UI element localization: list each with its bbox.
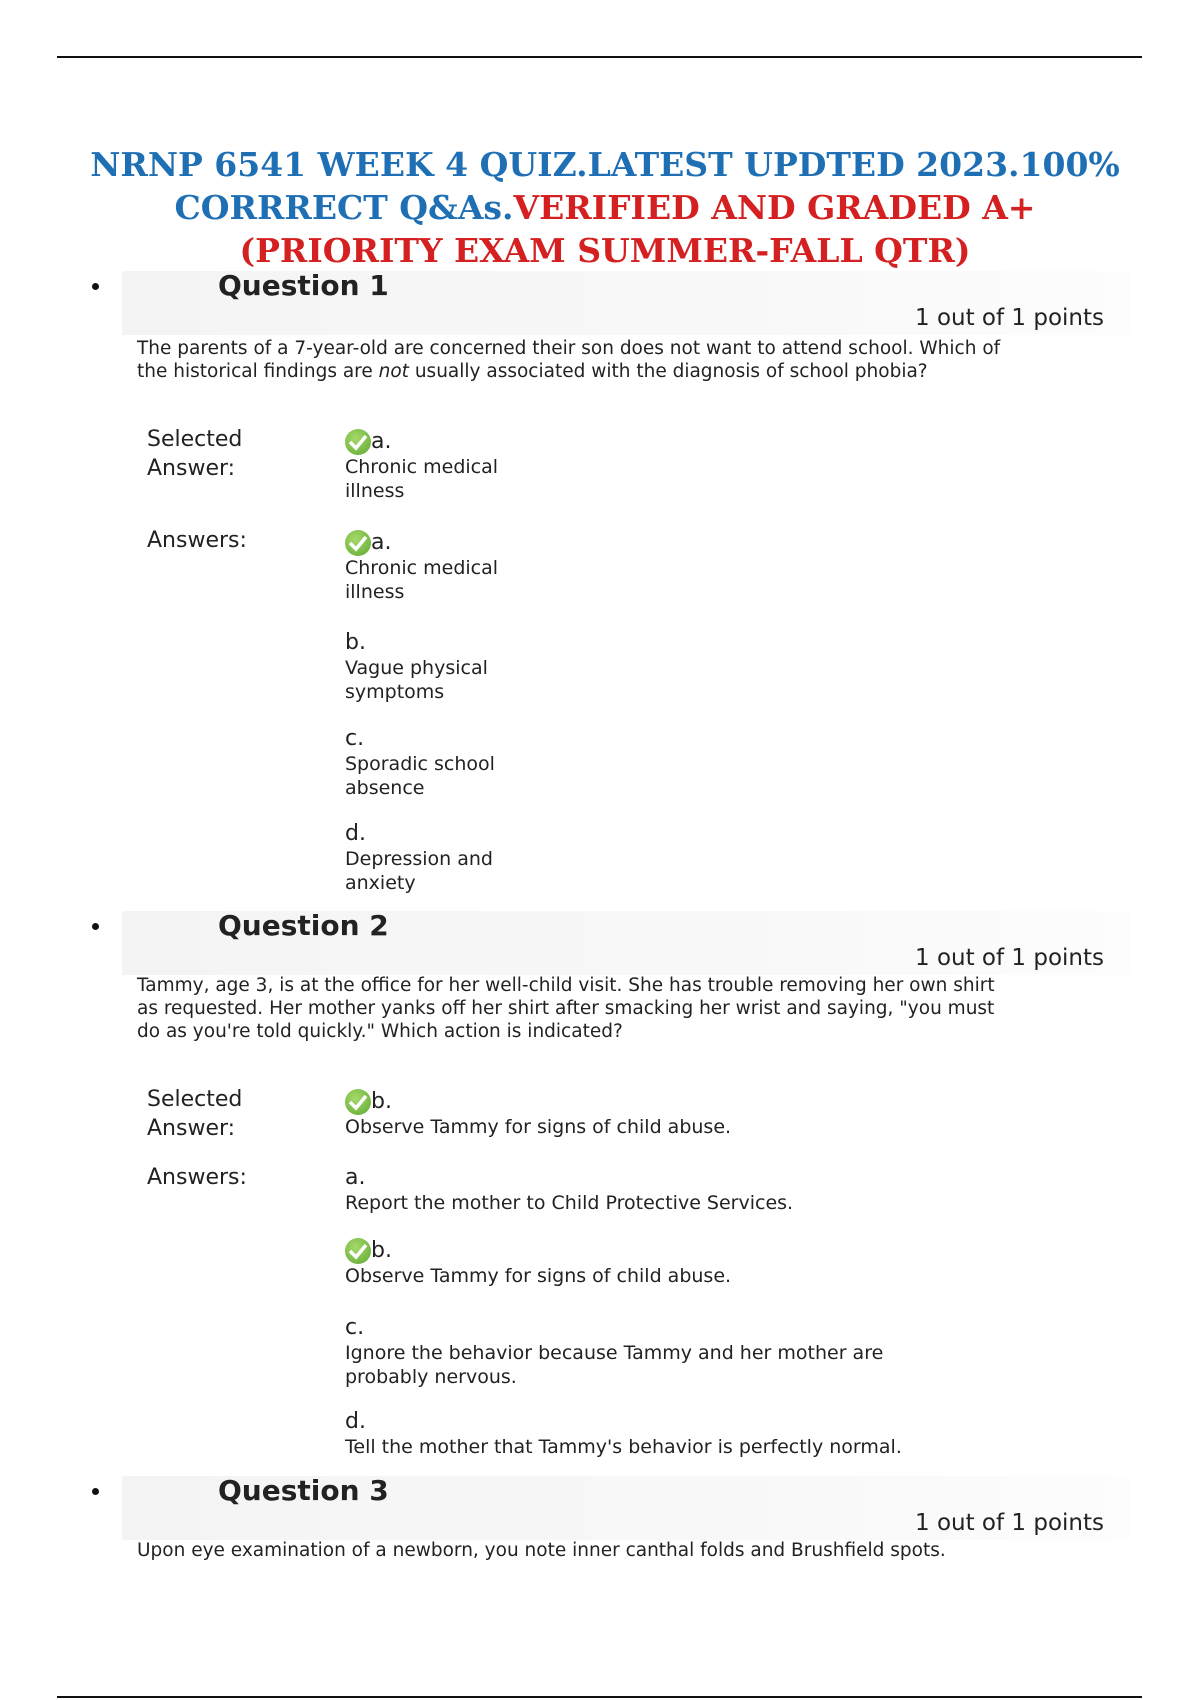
correct-check-icon <box>345 1089 371 1115</box>
answers-label: Answers: <box>147 1165 247 1190</box>
question-3-label: Question 3 <box>218 1474 389 1507</box>
question-2-points: 1 out of 1 points <box>915 945 1104 971</box>
question-1-answer-a: a. Chronic medical illness <box>345 530 499 603</box>
question-2-selected-answer: b. Observe Tammy for signs of child abuse. <box>345 1089 732 1138</box>
question-1-label: Question 1 <box>218 269 389 302</box>
question-3-points: 1 out of 1 points <box>915 1510 1104 1536</box>
question-1-selected-answer: a. Chronic medical illness <box>345 429 499 502</box>
question-2-answer-d: d. Tell the mother that Tammy's behavior is perfectly normal. <box>345 1409 902 1458</box>
question-1-points: 1 out of 1 points <box>915 305 1104 331</box>
selected-answer-label: Selected Answer: <box>147 427 243 481</box>
correct-check-icon <box>345 429 371 455</box>
question-1-answer-c: c. Sporadic school absence <box>345 726 495 799</box>
bullet-icon <box>92 283 99 290</box>
question-2-text: Tammy, age 3, is at the office for her well-child visit. She has trouble removing her own shirt as requested. Her mother yanks off her shirt after smacking her wrist and saying, "you must do as you're told quickly." Which action is indicated? <box>137 975 995 1042</box>
correct-check-icon <box>345 1238 371 1264</box>
bottom-rule <box>57 1696 1142 1698</box>
top-rule <box>57 56 1142 58</box>
question-2-answer-c: c. Ignore the behavior because Tammy and her mother are probably nervous. <box>345 1315 884 1388</box>
question-1-text: The parents of a 7-year-old are concerned their son does not want to attend school. Which of the historical findings are not usually associated with the diagnosis of school phobia? <box>137 338 1001 382</box>
bullet-icon <box>92 1488 99 1495</box>
question-3-text: Upon eye examination of a newborn, you note inner canthal folds and Brushfield spots. <box>137 1540 946 1561</box>
question-3-header <box>92 1474 1104 1536</box>
question-1-answer-d: d. Depression and anxiety <box>345 821 493 894</box>
question-2-answer-a: a. Report the mother to Child Protective Services. <box>345 1165 794 1214</box>
question-2-label: Question 2 <box>218 909 389 942</box>
bullet-icon <box>92 923 99 930</box>
question-1-answer-b: b. Vague physical symptoms <box>345 630 488 703</box>
document-title <box>80 143 1130 272</box>
title-red-part: VERIFIED AND GRADED A+ (PRIORITY EXAM SUMMER-FALL QTR) <box>239 188 1036 270</box>
answers-label: Answers: <box>147 528 247 553</box>
title-blue-part: NRNP 6541 WEEK 4 QUIZ.LATEST UPDTED 2023.100% CORRRECT Q&As. <box>90 145 1120 227</box>
question-2-header <box>92 909 1104 971</box>
correct-check-icon <box>345 530 371 556</box>
selected-answer-label: Selected Answer: <box>147 1087 243 1141</box>
question-2-answer-b: b. Observe Tammy for signs of child abuse. <box>345 1238 732 1287</box>
question-1-header <box>92 269 1104 331</box>
